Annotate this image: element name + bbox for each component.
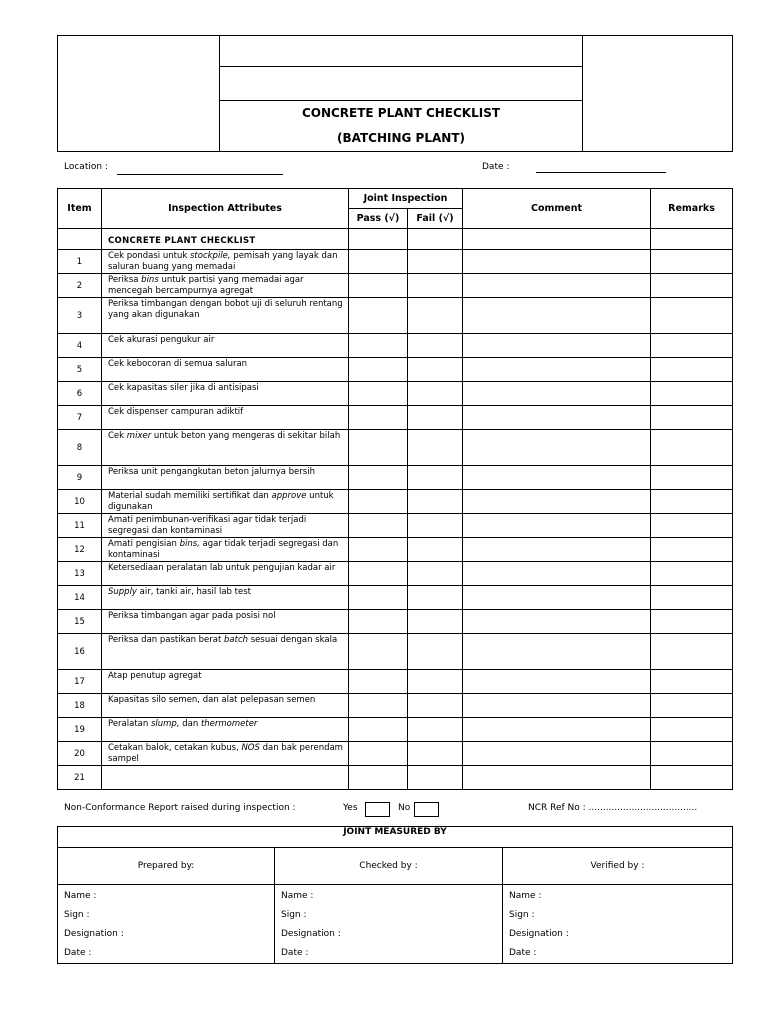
item-number: 19: [58, 718, 102, 742]
attribute-text: untuk partisi yang memadai agar mencegah bercampurnya agregat: [108, 275, 304, 296]
fail-cell[interactable]: [408, 466, 463, 490]
attribute-text: Periksa unit pengangkutan beton jalurnya bersih: [108, 467, 315, 477]
remarks-cell[interactable]: [651, 586, 733, 610]
attribute-text: Ketersediaan peralatan lab untuk pengujian kadar air: [108, 563, 336, 573]
fail-cell[interactable]: [408, 514, 463, 538]
attribute-text: Amati penimbunan-verifikasi agar tidak terjadi segregasi dan kontaminasi: [108, 515, 307, 536]
attribute-text: sesuai dengan skala: [248, 635, 338, 645]
inspection-attribute: [102, 538, 349, 562]
name-field: Name :: [64, 891, 97, 901]
attribute-text: Material sudah memiliki sertifikat dan: [108, 491, 272, 501]
col-header-attributes: Inspection Attributes: [102, 189, 349, 229]
pass-cell[interactable]: [349, 694, 408, 718]
remarks-cell[interactable]: [651, 610, 733, 634]
comment-cell[interactable]: [463, 298, 651, 334]
item-number: 17: [58, 670, 102, 694]
checked-by-label: Checked by :: [275, 848, 503, 885]
date-field[interactable]: [536, 172, 666, 173]
inspection-attribute: [102, 694, 349, 718]
fail-cell[interactable]: [408, 334, 463, 358]
logo-cell: [58, 36, 220, 152]
inspection-attribute: [102, 562, 349, 586]
header-blank-row-1: [220, 36, 583, 67]
item-number: 1: [58, 250, 102, 274]
inspection-attribute: [102, 742, 349, 766]
remarks-cell[interactable]: [651, 430, 733, 466]
attribute-text: Cek kapasitas siler jika di antisipasi: [108, 383, 259, 393]
attribute-text: Atap penutup agregat: [108, 671, 202, 681]
table-row: [58, 250, 733, 274]
item-number: 15: [58, 610, 102, 634]
table-row: [58, 466, 733, 490]
designation-field: Designation :: [64, 929, 124, 939]
name-field: Name :: [509, 891, 542, 901]
comment-cell[interactable]: [463, 250, 651, 274]
item-number: 4: [58, 334, 102, 358]
inspection-attribute: [102, 358, 349, 382]
header-right-cell: [583, 36, 733, 152]
col-header-joint-inspection: Joint Inspection: [349, 189, 463, 209]
table-row: [58, 358, 733, 382]
attribute-emphasis: thermometer: [200, 719, 258, 729]
inspection-attribute: [102, 490, 349, 514]
inspection-attribute: [102, 334, 349, 358]
pass-cell[interactable]: [349, 634, 408, 670]
table-row: [58, 586, 733, 610]
comment-cell[interactable]: [463, 334, 651, 358]
pass-cell[interactable]: [349, 538, 408, 562]
fail-cell[interactable]: [408, 694, 463, 718]
table-row: [58, 382, 733, 406]
date-label: Date :: [482, 162, 510, 172]
pass-cell[interactable]: [349, 274, 408, 298]
attribute-text: Periksa timbangan agar pada posisi nol: [108, 611, 276, 621]
comment-cell[interactable]: [463, 430, 651, 466]
table-row: [58, 298, 733, 334]
fail-cell[interactable]: [408, 610, 463, 634]
attribute-text: Amati pengisian: [108, 539, 180, 549]
comment-cell[interactable]: [463, 382, 651, 406]
ncr-yes-label: Yes: [343, 803, 358, 813]
remarks-cell[interactable]: [651, 634, 733, 670]
comment-cell[interactable]: [463, 229, 651, 250]
comment-cell[interactable]: [463, 562, 651, 586]
item-number: 3: [58, 298, 102, 334]
item-number: 12: [58, 538, 102, 562]
item-number: 18: [58, 694, 102, 718]
pass-cell[interactable]: [349, 514, 408, 538]
item-number: 6: [58, 382, 102, 406]
table-row: [58, 274, 733, 298]
location-label: Location :: [64, 162, 108, 172]
inspection-attribute: [102, 634, 349, 670]
inspection-attribute: [102, 406, 349, 430]
col-header-fail: Fail (√): [408, 209, 463, 229]
remarks-cell[interactable]: [651, 766, 733, 790]
inspection-attribute: [102, 466, 349, 490]
remarks-cell[interactable]: [651, 334, 733, 358]
item-number: 9: [58, 466, 102, 490]
pass-cell[interactable]: [349, 766, 408, 790]
attribute-emphasis: approve: [271, 491, 307, 501]
prepared-by-label: Prepared by:: [58, 848, 275, 885]
sign-field: Sign :: [509, 910, 535, 920]
table-row: [58, 766, 733, 790]
fail-cell[interactable]: [408, 406, 463, 430]
inspection-attribute: [102, 250, 349, 274]
remarks-cell[interactable]: [651, 490, 733, 514]
table-row: [58, 562, 733, 586]
sign-field: Sign :: [64, 910, 90, 920]
table-row: [58, 694, 733, 718]
comment-cell[interactable]: [463, 274, 651, 298]
item-number: 7: [58, 406, 102, 430]
comment-cell[interactable]: [463, 538, 651, 562]
page-title: [220, 101, 583, 152]
inspection-attribute: [102, 274, 349, 298]
attribute-text: untuk beton yang mengeras di sekitar bilah: [151, 431, 341, 441]
section-item-cell: [58, 229, 102, 250]
header-box: [57, 35, 733, 152]
attribute-emphasis: Supply: [108, 587, 137, 597]
pass-cell[interactable]: [349, 718, 408, 742]
remarks-cell[interactable]: [651, 538, 733, 562]
item-number: 16: [58, 634, 102, 670]
col-header-pass: Pass (√): [349, 209, 408, 229]
attribute-text: Cek akurasi pengukur air: [108, 335, 215, 345]
col-header-item: Item: [58, 189, 102, 229]
table-row: [58, 490, 733, 514]
table-row: [58, 538, 733, 562]
attribute-text: Cek dispenser campuran adiktif: [108, 407, 244, 417]
fail-cell[interactable]: [408, 430, 463, 466]
table-row: [58, 334, 733, 358]
attribute-text: agar tidak terjadi segregasi dan kontaminasi: [108, 539, 339, 560]
designation-field: Designation :: [281, 929, 341, 939]
comment-cell[interactable]: [463, 586, 651, 610]
pass-cell[interactable]: [349, 298, 408, 334]
item-number: 10: [58, 490, 102, 514]
attribute-emphasis: batch: [224, 635, 249, 645]
comment-cell[interactable]: [463, 694, 651, 718]
fail-cell[interactable]: [408, 634, 463, 670]
inspection-attribute: [102, 766, 349, 790]
remarks-cell[interactable]: [651, 694, 733, 718]
attribute-emphasis: bins: [141, 275, 159, 285]
table-row: [58, 430, 733, 466]
remarks-cell[interactable]: [651, 298, 733, 334]
pass-cell[interactable]: [349, 742, 408, 766]
item-number: 20: [58, 742, 102, 766]
fail-cell[interactable]: [408, 562, 463, 586]
attribute-text: pemisah yang layak dan saluran buang yang memadai: [108, 251, 338, 272]
comment-cell[interactable]: [463, 742, 651, 766]
remarks-cell[interactable]: [651, 742, 733, 766]
inspection-attribute: [102, 298, 349, 334]
comment-cell[interactable]: [463, 358, 651, 382]
signature-table: [57, 826, 733, 964]
fail-cell[interactable]: [408, 538, 463, 562]
checked-by-block[interactable]: [275, 885, 503, 964]
attribute-emphasis: NOS: [241, 743, 260, 753]
inspection-attribute: [102, 430, 349, 466]
remarks-cell[interactable]: [651, 406, 733, 430]
attribute-text: Cek: [108, 431, 127, 441]
inspection-attribute: [102, 610, 349, 634]
comment-cell[interactable]: [463, 718, 651, 742]
pass-cell[interactable]: [349, 490, 408, 514]
section-row: [58, 229, 733, 250]
col-header-remarks: Remarks: [651, 189, 733, 229]
attribute-emphasis: mixer: [126, 431, 152, 441]
sign-field: Sign :: [281, 910, 307, 920]
date-field: Date :: [509, 948, 537, 958]
table-row: [58, 670, 733, 694]
comment-cell[interactable]: [463, 406, 651, 430]
pass-cell[interactable]: [349, 334, 408, 358]
pass-cell[interactable]: [349, 382, 408, 406]
attribute-text: Periksa dan pastikan berat: [108, 635, 225, 645]
col-header-comment: Comment: [463, 189, 651, 229]
comment-cell[interactable]: [463, 514, 651, 538]
pass-cell[interactable]: [349, 610, 408, 634]
fail-cell[interactable]: [408, 358, 463, 382]
attribute-text: dan bak perendam sampel: [108, 743, 343, 764]
signature-heading: JOINT MEASURED BY: [58, 827, 733, 848]
pass-cell[interactable]: [349, 562, 408, 586]
comment-cell[interactable]: [463, 766, 651, 790]
attribute-text: air, tanki air, hasil lab test: [136, 587, 251, 597]
header-blank-row-2: [220, 67, 583, 101]
date-field: Date :: [281, 948, 309, 958]
item-number: 14: [58, 586, 102, 610]
fail-cell[interactable]: [408, 718, 463, 742]
fail-cell[interactable]: [408, 670, 463, 694]
ncr-yes-checkbox[interactable]: [365, 802, 390, 817]
verified-by-block[interactable]: [503, 885, 733, 964]
attribute-text: Cetakan balok, cetakan kubus,: [108, 743, 242, 753]
fail-cell[interactable]: [408, 382, 463, 406]
pass-cell[interactable]: [349, 229, 408, 250]
verified-by-label: Verified by :: [503, 848, 733, 885]
title-line-1: CONCRETE PLANT CHECKLIST: [301, 106, 501, 120]
comment-cell[interactable]: [463, 670, 651, 694]
remarks-cell[interactable]: [651, 718, 733, 742]
table-row: [58, 514, 733, 538]
fail-cell[interactable]: [408, 742, 463, 766]
name-field: Name :: [281, 891, 314, 901]
table-row: [58, 406, 733, 430]
remarks-cell[interactable]: [651, 250, 733, 274]
pass-cell[interactable]: [349, 358, 408, 382]
attribute-text: Cek pondasi untuk: [108, 251, 190, 261]
item-number: 2: [58, 274, 102, 298]
pass-cell[interactable]: [349, 406, 408, 430]
attribute-emphasis: bins,: [179, 539, 200, 549]
attribute-emphasis: slump,: [150, 719, 180, 729]
remarks-cell[interactable]: [651, 562, 733, 586]
attribute-text: Kapasitas silo semen, dan alat pelepasan semen: [108, 695, 316, 705]
remarks-cell[interactable]: [651, 358, 733, 382]
item-number: 8: [58, 430, 102, 466]
attribute-emphasis: stockpile,: [190, 251, 231, 261]
checklist-table: [57, 188, 733, 790]
comment-cell[interactable]: [463, 610, 651, 634]
comment-cell[interactable]: [463, 634, 651, 670]
fail-cell[interactable]: [408, 274, 463, 298]
pass-cell[interactable]: [349, 430, 408, 466]
inspection-attribute: [102, 670, 349, 694]
fail-cell[interactable]: [408, 229, 463, 250]
remarks-cell[interactable]: [651, 382, 733, 406]
title-line-2: (BATCHING PLANT): [337, 131, 465, 145]
attribute-text: untuk digunakan: [108, 491, 334, 512]
remarks-cell[interactable]: [651, 670, 733, 694]
table-row: [58, 610, 733, 634]
table-row: [58, 742, 733, 766]
remarks-cell[interactable]: [651, 514, 733, 538]
fail-cell[interactable]: [408, 766, 463, 790]
table-row: [58, 718, 733, 742]
remarks-cell[interactable]: [651, 466, 733, 490]
remarks-cell[interactable]: [651, 229, 733, 250]
item-number: 11: [58, 514, 102, 538]
designation-field: Designation :: [509, 929, 569, 939]
section-title: CONCRETE PLANT CHECKLIST: [102, 229, 349, 250]
ncr-no-checkbox[interactable]: [414, 802, 439, 817]
pass-cell[interactable]: [349, 586, 408, 610]
attribute-text: Peralatan: [108, 719, 151, 729]
fail-cell[interactable]: [408, 586, 463, 610]
attribute-text: Periksa timbangan dengan bobot uji di seluruh rentang yang akan digunakan: [108, 299, 343, 320]
item-number: 13: [58, 562, 102, 586]
item-number: 5: [58, 358, 102, 382]
attribute-text: Periksa: [108, 275, 142, 285]
inspection-attribute: [102, 382, 349, 406]
comment-cell[interactable]: [463, 490, 651, 514]
location-field[interactable]: [117, 174, 283, 175]
prepared-by-block[interactable]: [58, 885, 275, 964]
table-row: [58, 634, 733, 670]
fail-cell[interactable]: [408, 250, 463, 274]
pass-cell[interactable]: [349, 250, 408, 274]
ncr-ref-label: NCR Ref No : ......................................: [528, 803, 698, 813]
attribute-text: Cek kebocoran di semua saluran: [108, 359, 248, 369]
ncr-no-label: No: [398, 803, 411, 813]
inspection-attribute: [102, 514, 349, 538]
pass-cell[interactable]: [349, 670, 408, 694]
date-field: Date :: [64, 948, 92, 958]
item-number: 21: [58, 766, 102, 790]
inspection-attribute: [102, 718, 349, 742]
remarks-cell[interactable]: [651, 274, 733, 298]
ncr-label: Non-Conformance Report raised during inspection :: [64, 803, 296, 813]
fail-cell[interactable]: [408, 298, 463, 334]
inspection-attribute: [102, 586, 349, 610]
attribute-text: dan: [179, 719, 201, 729]
comment-cell[interactable]: [463, 466, 651, 490]
fail-cell[interactable]: [408, 490, 463, 514]
pass-cell[interactable]: [349, 466, 408, 490]
